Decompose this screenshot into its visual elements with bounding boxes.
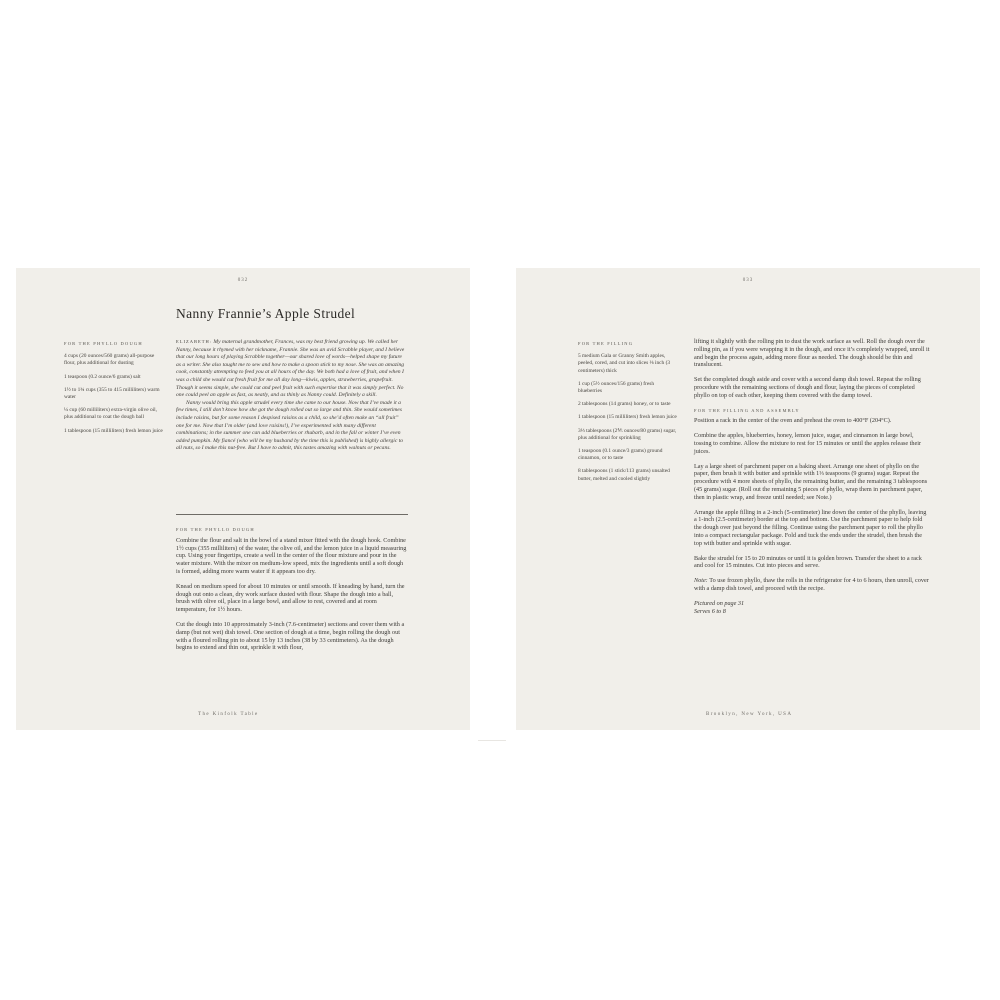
method-paragraph: Knead on medium speed for about 10 minutes or until smooth. If kneading by hand, turn the dough out onto a clean, dry work surface dusted with flour. Shape the dough into a ball, brush with olive oil, place in a large bowl, and allow to rest, covered and at room temperature, for 1½ hours. xyxy=(176,582,405,614)
note-label: Note: xyxy=(694,577,708,585)
method-paragraph: Combine the apples, blueberries, honey, lemon juice, sugar, and cinnamon in large bowl, tossing to combine. Allow the mixture to rest for 15 minutes or until the apples release their juices. xyxy=(694,432,922,455)
method-paragraph: lifting it slightly with the rolling pin to dust the work surface as well. Roll the dough over the rolling pin, as if you were wrapping it in the dough, and once it’s completely wrapped, unroll it and begin the process again, adding more flour as needed. The dough should be thin and translucent. xyxy=(694,338,930,369)
recipe-intro xyxy=(176,338,408,453)
intro-paragraph xyxy=(176,338,408,400)
method-heading: FOR THE PHYLLO DOUGH xyxy=(176,527,255,532)
ingredient-item: 2 tablespoons (14 grams) honey, or to taste xyxy=(578,401,671,408)
ingredients-heading: FOR THE PHYLLO DOUGH xyxy=(64,341,143,346)
ingredient-item: 4 cups (20 ounces/560 grams) all-purpose flour, plus additional for dusting xyxy=(64,353,155,367)
running-foot: The Kinfolk Table xyxy=(198,712,259,717)
ingredient-list xyxy=(578,340,678,489)
method-section xyxy=(176,526,408,659)
ingredient-item: 1 teaspoon (0.1 ounce/3 grams) ground cinnamon, or to taste xyxy=(578,448,663,462)
page-number: 032 xyxy=(237,278,249,283)
ingredient-item: 1 teaspoon (0.2 ounce/6 grams) salt xyxy=(64,373,141,380)
method-section xyxy=(694,338,930,615)
running-foot: Brooklyn, New York, USA xyxy=(706,712,793,717)
section-divider xyxy=(176,514,408,515)
left-page xyxy=(16,268,470,730)
note-text: To use frozen phyllo, thaw the rolls in the refrigerator for 4 to 6 hours, then unroll, cover with a damp dish towel, and proceed with the recipe. xyxy=(694,577,929,592)
ingredient-item: 8 tablespoons (1 stick/113 grams) unsalted butter, melted and cooled slightly xyxy=(578,468,670,482)
note-block xyxy=(694,577,930,615)
method-paragraph: Arrange the apple filling in a 2-inch (5-centimeter) line down the center of the phyllo, leaving a 1-inch (2.5-centimeter) border at the top and bottom. Use the parchment paper to help fold the dough over just beyond the filling. Continue using the parchment paper to roll the phyllo into a compact rectangular package. Fold and tuck the ends under the strudel, then brush the top with butter and sprinkle with sugar. xyxy=(694,508,927,547)
recipe-title: Nanny Frannie’s Apple Strudel xyxy=(176,306,356,321)
method-paragraph: Combine the flour and salt in the bowl of a stand mixer fitted with the dough hook. Combine 1½ cups (355 milliliters) of the water, the olive oil, and the lemon juice in a liquid measuring cup. Using your fingertips, create a well in the center of the flour mixture and pour in the water mixture. With the mixer on medium-low speed, mix the ingredients until a soft dough is formed, adding more warm water if it appears too dry. xyxy=(176,536,407,575)
ingredient-item: 1½ to 1¾ cups (355 to 415 milliliters) warm water xyxy=(64,386,160,401)
serving-size: Serves 6 to 8 xyxy=(694,607,726,615)
ingredients-heading: FOR THE FILLING xyxy=(578,341,634,346)
ingredient-item: 1 cup (5½ ounces/156 grams) fresh blueberries xyxy=(578,380,655,395)
intro-text: My maternal grandmother, Frances, was my best friend growing up. We called her Nanny, because it rhymed with her nickname, Frannie. She was an avid Scrabble player, and I believe that our long hours of playing Scrabble together—our shared love of words—helped shape my future as a writer. She also taught me to sew and how to make a spoon stick to my nose. She was an amazing cook, constantly attempting to feed you at all hours of the day. We both had a love of fruit, and when I was a child she would cut fresh fruit for me all day long—kiwis, apples, strawberries, grapefruit. Though it seems simple, she could cut and peel fruit with such expertise that it was simply perfect. No one could peel an apple as fast, as neatly, and as thinly as Nanny could. Definitely a skill. xyxy=(176,339,405,399)
recipe-note xyxy=(694,577,930,593)
pictured-reference: Pictured on page 31 xyxy=(694,599,745,607)
ingredient-item: 5 medium Gala or Granny Smith apples, peeled, cored, and cut into slices ⅛ inch (3 centimeters) thick xyxy=(578,353,671,374)
right-page xyxy=(516,268,980,730)
ingredient-item: 3⅓ tablespoons (2⅘ ounces/80 grams) sugar, plus additional for sprinkling xyxy=(578,427,677,441)
method-paragraph: Set the completed dough aside and cover with a second damp dish towel. Repeat the rolling procedure with the remaining sections of dough and flour, laying the pieces of completed phyllo on top of each other, keeping them covered with the damp towel. xyxy=(694,376,921,399)
page-number: 033 xyxy=(742,278,754,283)
page-divider-mark xyxy=(478,740,506,741)
ingredient-item: ¼ cup (60 milliliters) extra-virgin olive oil, plus additional to coat the dough ball xyxy=(64,407,158,421)
method-heading: FOR THE FILLING AND ASSEMBLY xyxy=(694,407,800,413)
ingredient-item: 1 tablespoon (15 milliliters) fresh lemon juice xyxy=(64,427,163,434)
ingredient-list xyxy=(64,340,164,441)
ingredient-item: 1 tablespoon (15 milliliters) fresh lemon juice xyxy=(578,414,677,421)
intro-paragraph: Nanny would bring this apple strudel every time she came to our house. Now that I’ve made it a few times, I still don’t know how she got the dough rolled out so large and thin. She would sometimes include raisins, but for some reason I despised raisins as a child, so she’d often make an “all fruit” one for me. Now that I’m older (and love raisins!), I’ve experimented with many different combinations; in the summer one can add blueberries or rhubarb, and in the fall or winter I’ve even added pumpkin. My fiancé (who will be my husband by the time this is published) is highly allergic to all nuts, so I make this nut-free. But I have to admit, this tastes amazing with walnuts or pecans. xyxy=(176,399,404,452)
method-paragraph: Cut the dough into 10 approximately 3-inch (7.6-centimeter) sections and cover them with a damp (but not wet) dish towel. One section of dough at a time, begin rolling the dough out with a floured rolling pin to about 15 by 13 inches (38 by 33 centimeters). As the dough begins to extend and thin out, sprinkle it with flour, xyxy=(176,620,405,652)
method-paragraph: Position a rack in the center of the oven and preheat the oven to 400°F (204°C). xyxy=(694,417,892,425)
intro-speaker: ELIZABETH: xyxy=(176,339,212,344)
method-paragraph: Bake the strudel for 15 to 20 minutes or until it is golden brown. Transfer the sheet to a rack and cool for 15 minutes. Cut into pieces and serve. xyxy=(694,554,922,570)
method-paragraph: Lay a large sheet of parchment paper on a baking sheet. Arrange one sheet of phyllo on the paper, then brush it with butter and sprinkle with 1⅓ teaspoons (9 grams) sugar. Repeat the procedure with 4 more sheets of phyllo, the remaining butter, and the remaining 3 tablespoons (45 grams) sugar. (Roll out the remaining 5 pieces of phyllo, wrap them in parchment paper, then in plastic wrap, and freeze until needed; see Note.) xyxy=(694,462,928,501)
